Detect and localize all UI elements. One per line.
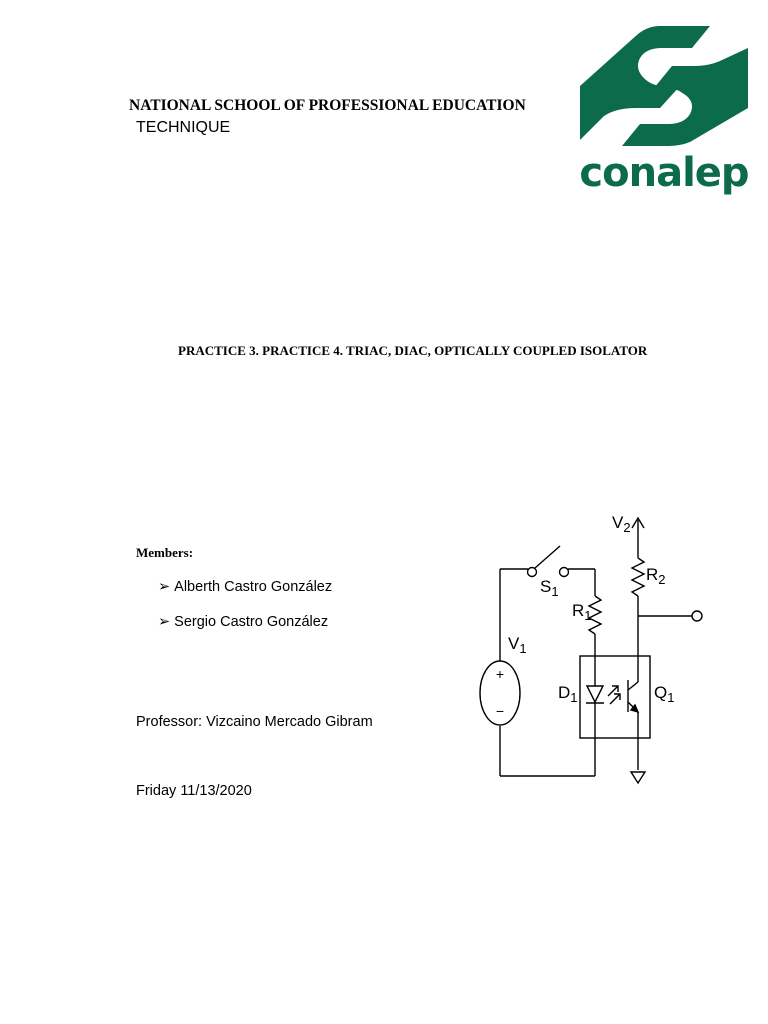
member-item — [158, 614, 328, 630]
resistor-r2 — [632, 558, 644, 596]
led-d1 — [587, 686, 603, 702]
minus-sign: − — [495, 703, 505, 719]
switch-blade — [535, 546, 560, 568]
arrow-bullet-icon: ➢ — [158, 579, 171, 595]
light-arrow — [610, 694, 620, 704]
isolator-package — [580, 656, 650, 738]
label-q1: $Q_1$ — [654, 683, 675, 705]
members-label: Members: — [136, 545, 194, 560]
label-r1: $R_1$ — [572, 601, 592, 623]
output-terminal — [692, 611, 702, 621]
member-name: Alberth Castro González — [174, 579, 333, 595]
conalep-logo — [576, 24, 752, 196]
label-s1: $S_1$ — [540, 577, 559, 599]
date-line: Friday 11/13/2020 — [136, 783, 252, 799]
professor-line: Professor: Vizcaino Mercado Gibram — [136, 714, 373, 730]
practice-title: PRACTICE 3. PRACTICE 4. TRIAC, DIAC, OPTICALLY COUPLED ISOLATOR — [178, 343, 648, 358]
label-r2: $R_2$ — [646, 565, 666, 587]
plus-sign: + — [495, 666, 505, 682]
member-name: Sergio Castro González — [174, 614, 329, 630]
switch-terminal — [528, 568, 537, 577]
member-item — [158, 579, 332, 595]
label-d1: $D_1$ — [558, 683, 578, 705]
arrow-bullet-icon: ➢ — [158, 614, 171, 630]
transistor-collector — [628, 682, 638, 690]
school-name: NATIONAL SCHOOL OF PROFESSIONAL EDUCATION — [129, 97, 526, 114]
ground-symbol — [631, 772, 645, 783]
label-v1: $V_1$ — [508, 634, 527, 656]
logo-wordmark: conalep — [579, 150, 749, 196]
switch-terminal — [560, 568, 569, 577]
label-v2: $V_2$ — [612, 513, 631, 535]
optocoupler-circuit-diagram — [468, 506, 718, 796]
school-subtitle: TECHNIQUE — [136, 119, 231, 136]
